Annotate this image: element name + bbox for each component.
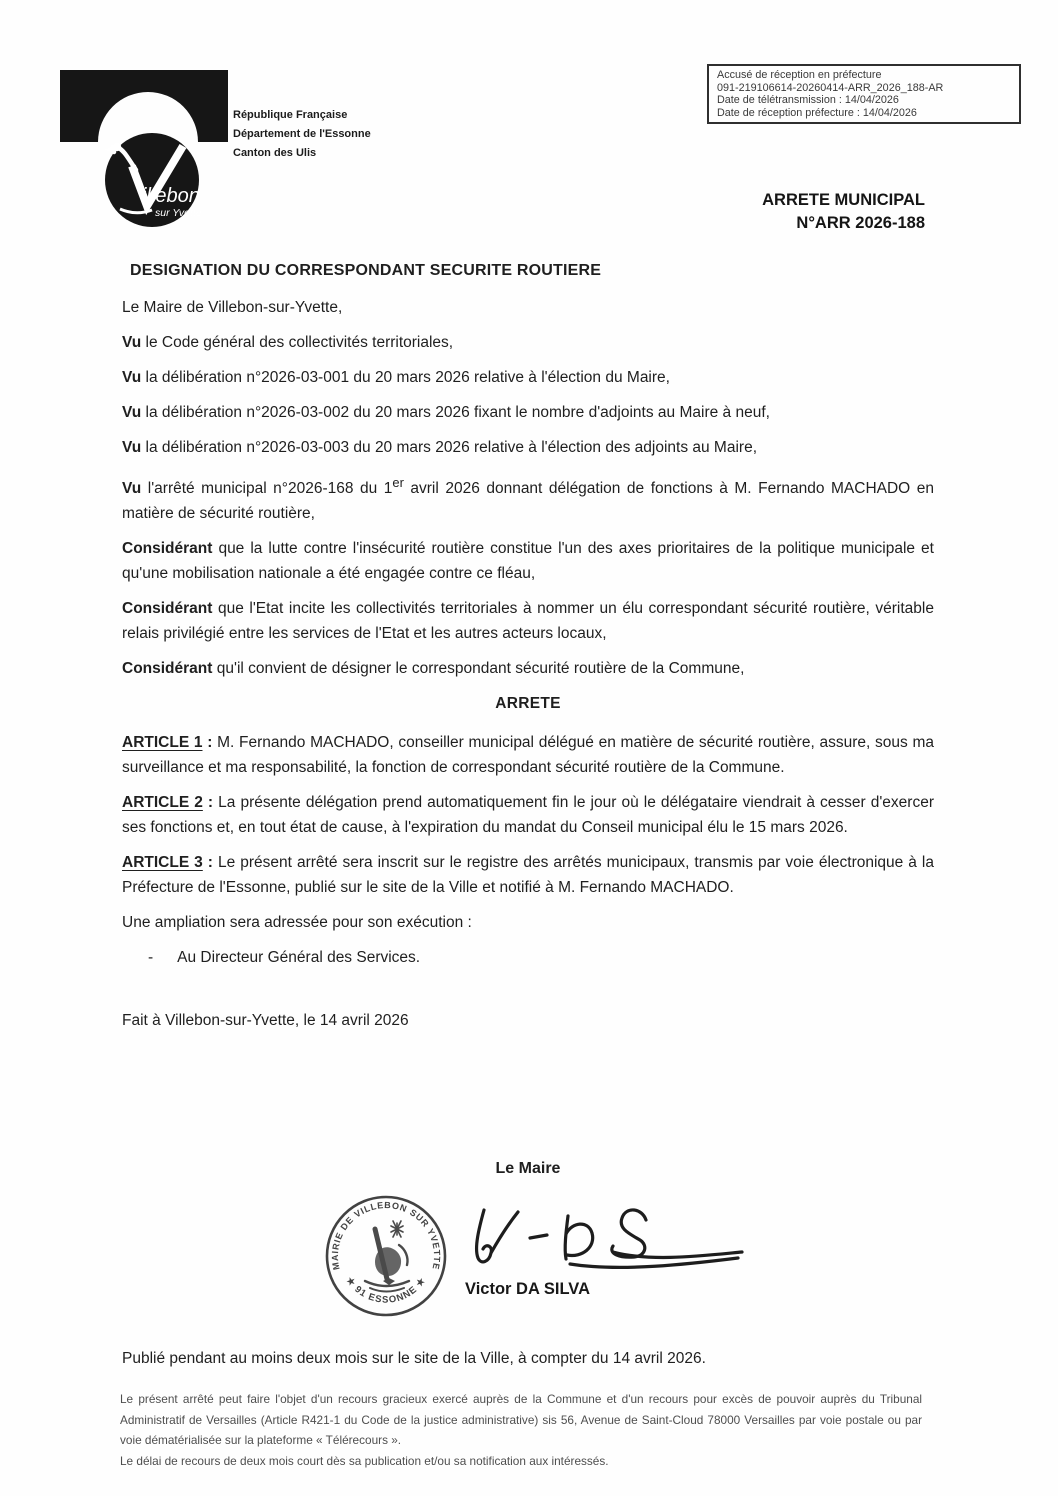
legal-footer bbox=[120, 1389, 922, 1471]
article-3-paragraph bbox=[122, 850, 934, 900]
republic-block bbox=[233, 106, 371, 163]
considerant-text: qu'il convient de désigner le correspondant sécurité routière de la Commune, bbox=[212, 660, 745, 678]
article-1-text: M. Fernando MACHADO, conseiller municipal délégué en matière de sécurité routière, assure, sous ma surveillance et ma responsabilité, la fonction de correspondant sécurité routière de la Commune. bbox=[122, 734, 934, 777]
considerant-2-paragraph bbox=[122, 596, 934, 646]
ampliation-list-item bbox=[122, 945, 934, 970]
considerant-1-paragraph bbox=[122, 536, 934, 586]
stamp-emblem-icon bbox=[365, 1221, 409, 1292]
republic-line: République Française bbox=[233, 109, 348, 121]
stamp-top-arc-text: MAIRIE DE VILLEBON SUR YVETTE bbox=[329, 1199, 443, 1271]
receipt-reference: 091-219106614-20260414-ARR_2026_188-AR bbox=[717, 81, 944, 94]
article-2-text: La présente délégation prend automatiquement fin le jour où le délégataire viendrait à cesser d'exercer ses fonctions et, en tout état de cause, à l'expiration du mandat du Conseil municipal élu le 15 mars 2026. bbox=[122, 794, 934, 837]
prefecture-receipt-box bbox=[707, 64, 1021, 124]
ordinal-superscript: er bbox=[392, 475, 404, 490]
decree-subject-heading: DESIGNATION DU CORRESPONDANT SECURITE ROUTIERE bbox=[130, 262, 602, 279]
town-hall-stamp bbox=[323, 1193, 449, 1319]
vu-text: la délibération n°2026-03-001 du 20 mars 2026 relative à l'élection du Maire, bbox=[141, 369, 670, 386]
article-1-label: ARTICLE 1 bbox=[122, 734, 203, 752]
receipt-transmission-date: Date de télétransmission : 14/04/2026 bbox=[717, 94, 899, 107]
vu-text: le Code général des collectivités territoriales, bbox=[141, 334, 454, 351]
mayor-line: Le Maire de Villebon-sur-Yvette, bbox=[122, 299, 343, 316]
canton-line: Canton des Ulis bbox=[233, 147, 317, 159]
vu-deliberation-3-paragraph bbox=[122, 435, 934, 460]
decree-body bbox=[122, 258, 934, 1043]
place-date-line: Fait à Villebon-sur-Yvette, le 14 avril 2026 bbox=[122, 1012, 409, 1030]
article-1-paragraph bbox=[122, 730, 934, 780]
recourse-notice: Le présent arrêté peut faire l'objet d'un recours gracieux exercé auprès de la Commune et d'un recours pour excès de pouvoir auprès du Tribunal Administratif de Versailles (Article R421-1 du Code de la justice administrative) sis 56, Avenue de Saint-Cloud 78000 Versailles par voie postale ou par voie dématérialisée sur la plateforme « Télérecours ». bbox=[120, 1392, 922, 1447]
considerant-text: que la lutte contre l'insécurité routière constitue l'un des axes prioritaires de la politique municipale et qu'une mobilisation nationale a été engagée contre ce fléau, bbox=[122, 540, 934, 583]
signatory-role: Le Maire bbox=[495, 1160, 561, 1177]
considerant-3-paragraph bbox=[122, 656, 934, 681]
vu-lead: Vu bbox=[122, 404, 142, 421]
article-separator: : bbox=[202, 794, 219, 812]
decree-title-line2: N°ARR 2026-188 bbox=[796, 214, 925, 232]
logo-name-script: illebon bbox=[142, 185, 200, 207]
villebon-town-logo bbox=[58, 68, 233, 233]
decree-title bbox=[762, 189, 925, 235]
vu-lead: Vu bbox=[122, 480, 142, 498]
handwritten-signature bbox=[450, 1192, 750, 1287]
article-3-text: Le présent arrêté sera inscrit sur le registre des arrêtés municipaux, transmis par voie électronique à la Préfecture de l'Essonne, publié sur le site de la Ville et notifié à M. Fernando MACHADO. bbox=[122, 854, 934, 897]
decree-title-line1: ARRETE MUNICIPAL bbox=[762, 191, 925, 209]
arrete-word: ARRETE bbox=[495, 695, 561, 713]
receipt-reception-date: Date de réception préfecture : 14/04/2026 bbox=[717, 106, 917, 119]
considerant-lead: Considérant bbox=[122, 660, 213, 678]
vu-deliberation-2-paragraph bbox=[122, 400, 934, 425]
considerant-text: que l'Etat incite les collectivités territoriales à nommer un élu correspondant sécurité routière, véritable relais privilégié entre les services de l'Etat et les autres acteurs locaux, bbox=[122, 600, 934, 643]
dash-bullet: - bbox=[148, 949, 154, 967]
logo-subtitle: sur Yvette bbox=[155, 207, 202, 219]
receipt-title: Accusé de réception en préfecture bbox=[717, 69, 882, 81]
vu-arrete-paragraph bbox=[122, 470, 934, 526]
recourse-delay-notice: Le délai de recours de deux mois court dès sa publication et/ou sa notification aux intéressés. bbox=[120, 1453, 609, 1468]
department-line: Département de l'Essonne bbox=[233, 128, 371, 140]
vu-code-paragraph bbox=[122, 330, 934, 355]
article-2-label: ARTICLE 2 bbox=[122, 794, 203, 812]
vu-text: l'arrêté municipal n°2026-168 du 1 bbox=[141, 480, 393, 498]
article-separator: : bbox=[202, 854, 218, 872]
publication-notice: Publié pendant au moins deux mois sur le site de la Ville, à compter du 14 avril 2026. bbox=[122, 1350, 706, 1367]
considerant-lead: Considérant bbox=[122, 600, 213, 618]
vu-deliberation-1-paragraph bbox=[122, 365, 934, 390]
signatory-name: Victor DA SILVA bbox=[465, 1280, 590, 1298]
ampliation-item-text: Au Directeur Général des Services. bbox=[177, 949, 421, 967]
article-2-paragraph bbox=[122, 790, 934, 840]
vu-lead: Vu bbox=[122, 439, 142, 456]
vu-text: la délibération n°2026-03-002 du 20 mars 2026 fixant le nombre d'adjoints au Maire à neuf, bbox=[141, 404, 770, 421]
vu-lead: Vu bbox=[122, 369, 142, 386]
considerant-lead: Considérant bbox=[122, 540, 213, 558]
vu-text: la délibération n°2026-03-003 du 20 mars 2026 relative à l'élection des adjoints au Maire, bbox=[141, 439, 757, 456]
vu-text: avril 2026 donnant délégation de fonctions à M. Fernando MACHADO en matière de sécurité routière, bbox=[122, 480, 934, 523]
stamp-bottom-arc-text: ★ 91 ESSONNE ★ bbox=[343, 1275, 429, 1306]
article-separator: : bbox=[202, 734, 218, 752]
article-3-label: ARTICLE 3 bbox=[122, 854, 203, 872]
vu-lead: Vu bbox=[122, 334, 142, 351]
ampliation-paragraph: Une ampliation sera adressée pour son exécution : bbox=[122, 914, 472, 932]
